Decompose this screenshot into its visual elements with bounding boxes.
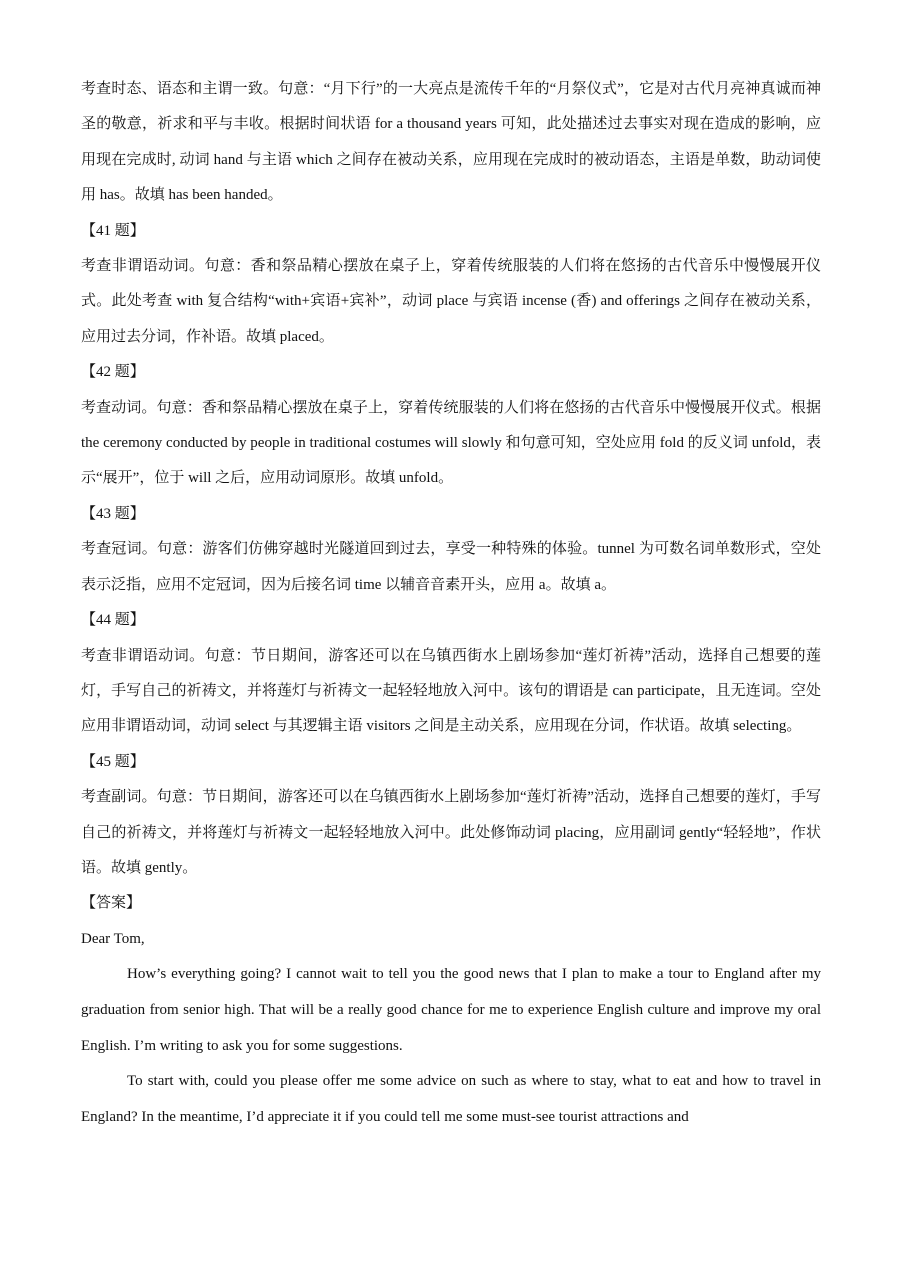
question-42-heading: 【42 题】 (81, 364, 145, 381)
document-page (81, 72, 821, 1135)
answer-45-explanation: 考查副词。句意：节日期间，游客还可以在乌镇西街水上剧场参加“莲灯祈祷”活动，选择自己想要的莲灯，手写自己的祈祷文，并将莲灯与祈祷文一起轻轻地放入河中。此处修饰动词 placing，应用副词 gently“轻轻地”，作状语。故填 gently。 (81, 789, 821, 876)
question-44-heading: 【44 题】 (81, 612, 145, 629)
letter-paragraph-2: To start with, could you please offer me some advice on such as where to stay, what to eat and how to travel in England? In the meantime, I’d appreciate it if you could tell me some must-see tourist attractions and (81, 1073, 821, 1125)
answer-41-explanation: 考查非谓语动词。句意：香和祭品精心摆放在桌子上，穿着传统服装的人们将在悠扬的古代音乐中慢慢展开仪式。此处考查 with 复合结构“with+宾语+宾补”，动词 place 与宾语 incense (香) and offerings 之间存在被动关系，应用过去分词，作补语。故填 placed。 (81, 258, 821, 345)
answer-44-explanation: 考查非谓语动词。句意：节日期间，游客还可以在乌镇西街水上剧场参加“莲灯祈祷”活动，选择自己想要的莲灯，手写自己的祈祷文，并将莲灯与祈祷文一起轻轻地放入河中。该句的谓语是 can participate，且无连词。空处应用非谓语动词，动词 select 与其逻辑主语 visitors 之间是主动关系，应用现在分词，作状语。故填 selecting。 (81, 647, 821, 735)
answer-42-explanation: 考查动词。句意：香和祭品精心摆放在桌子上，穿着传统服装的人们将在悠扬的古代音乐中慢慢展开仪式。根据 the ceremony conducted by people in traditional costumes will slowly 和句意可知，空处应用 fold 的反义词 unfold，表示“展开”，位于 will 之后，应用动词原形。故填 unfold。 (81, 399, 821, 487)
answer-43-explanation: 考查冠词。句意：游客们仿佛穿越时光隧道回到过去，享受一种特殊的体验。tunnel 为可数名词单数形式，空处表示泛指，应用不定冠词，因为后接名词 time 以辅音音素开头，应用 a。故填 a。 (81, 541, 821, 593)
question-43-heading: 【43 题】 (81, 505, 145, 522)
question-41-heading: 【41 题】 (81, 222, 145, 239)
letter-paragraph-1: How’s everything going? I cannot wait to tell you the good news that I plan to make a tour to England after my graduation from senior high. That will be a really good chance for me to experience English culture and improve my oral English. I’m writing to ask you for some suggestions. (81, 966, 821, 1054)
answer-40-explanation: 考查时态、语态和主谓一致。句意：“月下行”的一大亮点是流传千年的“月祭仪式”，它是对古代月亮神真诚而神圣的敬意，祈求和平与丰收。根据时间状语 for a thousand years 可知，此处描述过去事实对现在造成的影响，应用现在完成时, 动词 hand 与主语 which 之间存在被动关系，应用现在完成时的被动语态，主语是单数，助动词使用 has。故填 has been handed。 (81, 81, 821, 204)
question-45-heading: 【45 题】 (81, 753, 145, 770)
answer-heading: 【答案】 (81, 895, 142, 912)
letter-salutation: Dear Tom, (81, 930, 145, 947)
